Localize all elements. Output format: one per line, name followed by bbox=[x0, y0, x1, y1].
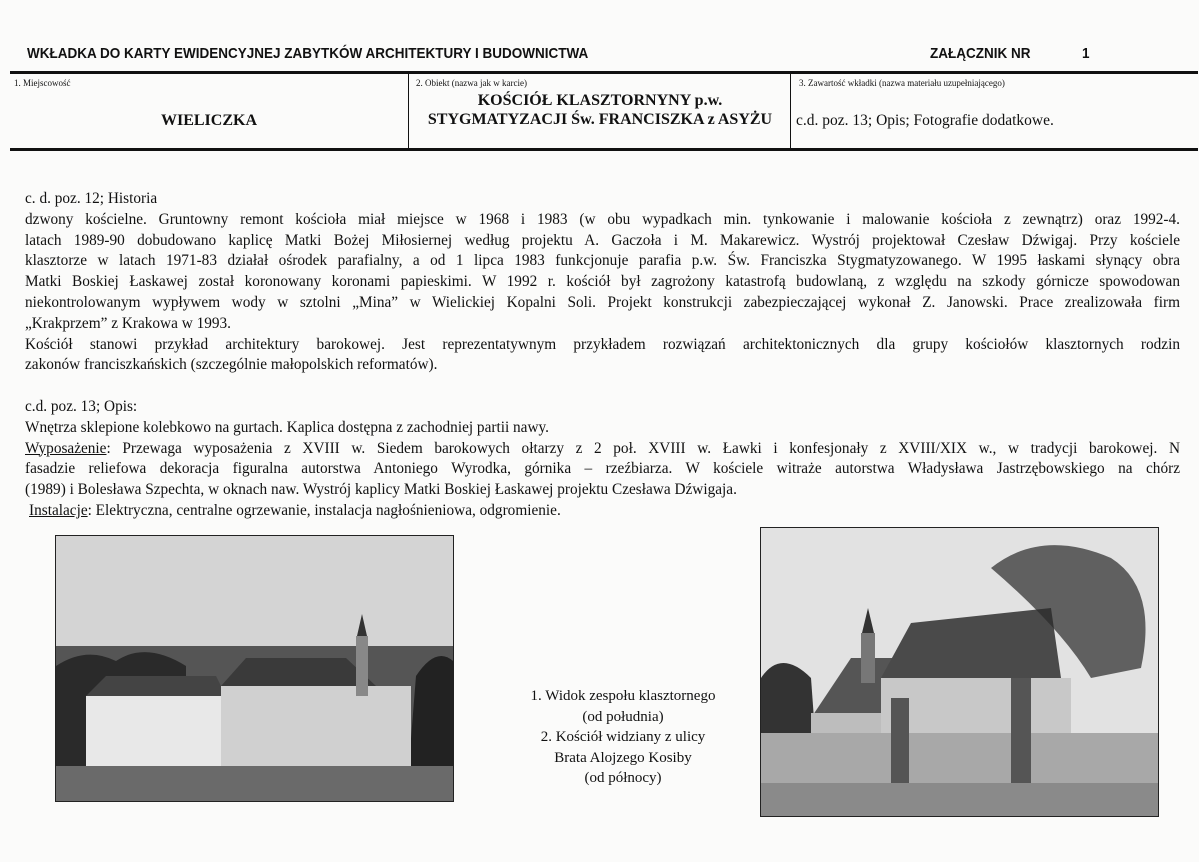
field-label-object: 2. Obiekt (nazwa jak w karcie) bbox=[416, 78, 527, 88]
photo-monastery-south bbox=[55, 535, 454, 802]
history-line: klasztorze w latach 1971-83 działał ośrodek parafialny, a od 1 lipca 1983 funkcjonuje parafia p.w. Św. Franciszka Stygmatyzowanego. W 1995 łaskami słynący obra bbox=[25, 252, 1180, 270]
divider bbox=[790, 74, 791, 150]
field-value-contents: c.d. poz. 13; Opis; Fotografie dodatkowe. bbox=[796, 112, 1054, 129]
description-line: Wnętrza sklepione kolebkowo na gurtach. Kaplica dostępna z zachodniej partii nawy. bbox=[25, 418, 550, 436]
field-label-contents: 3. Zawartość wkładki (nazwa materiału uzupełniającego) bbox=[799, 78, 1005, 88]
history-line: Kościół stanowi przykład architektury barokowej. Jest reprezentatywnym przykładem rozwiązań architektonicznych dla grupy kościołów klasztornych rodzin bbox=[25, 335, 1180, 353]
equipment-line bbox=[25, 439, 1180, 460]
caption-line: 1. Widok zespołu klasztornego bbox=[530, 688, 716, 704]
top-rule bbox=[10, 71, 1198, 74]
equipment-line: (1989) i Bolesława Szpechta, w oknach naw. Wystrój kaplicy Matki Boskiej Łaskawej projektu Czesława Dźwigaja. bbox=[25, 481, 737, 499]
history-line: dzwony kościelne. Gruntowny remont kościoła miał miejsce w 1968 i 1983 (w obu wypadkach min. tynkowanie i malowanie kościoła z zewnątrz) oraz 1992-4. bbox=[25, 210, 1180, 228]
history-heading: c. d. poz. 12; Historia bbox=[25, 190, 158, 207]
divider bbox=[408, 74, 409, 150]
photo-church-north bbox=[760, 527, 1159, 817]
bottom-rule bbox=[10, 148, 1198, 151]
field-label-locality: 1. Miejscowość bbox=[14, 78, 71, 88]
annex-number: 1 bbox=[1082, 45, 1090, 62]
annex-label: ZAŁĄCZNIK NR bbox=[930, 45, 1031, 62]
caption-line: Brata Alojzego Kosiby bbox=[554, 749, 692, 766]
installations-line bbox=[25, 501, 1180, 522]
history-line: Matki Boskiej Łaskawej został koronowany koronami papieskimi. W 1992 r. kościół był zagrożony katastrofą budowlaną, z względu na szkody górnicze spowodowan bbox=[25, 273, 1180, 291]
document-title: WKŁADKA DO KARTY EWIDENCYJNEJ ZABYTKÓW ARCHITEKTURY I BUDOWNICTWA bbox=[27, 45, 589, 62]
equipment-text: : Przewaga wyposażenia z XVIII w. Siedem barokowych ołtarzy z 2 poł. XVIII w. Ławki i konfesjonały z XVIII/XIX w., w tradycji barokowej. N bbox=[106, 439, 1180, 457]
history-line: zakonów franciszkańskich (szczególnie małopolskich reformatów). bbox=[25, 356, 438, 374]
history-line: „Krakprzem” z Krakowa w 1993. bbox=[25, 314, 231, 332]
equipment-label: Wyposażenie bbox=[25, 439, 107, 457]
equipment-line: fasadzie reliefowa dekoracja figuralna autorstwa Antoniego Wyrodka, górnika – rzeźbiarza. W kościele witraże autorstwa Władysława Jastrzębowskiego na chórz bbox=[25, 460, 1180, 478]
history-line: niekontrolowanym wypływem wody w sztolni „Mina” w Wielickiej Kopalni Soli. Projekt konstrukcji zabezpieczającej wykonał Z. Janowski. Prace zrealizowała firm bbox=[25, 293, 1180, 311]
installations-text: : Elektryczna, centralne ogrzewanie, instalacja nagłośnieniowa, odgromienie. bbox=[87, 501, 561, 519]
caption-line: (od północy) bbox=[584, 770, 662, 786]
object-name-line: STYGMATYZACJI Św. FRANCISZKA z ASYŻU bbox=[427, 111, 773, 128]
caption-line: 2. Kościół widziany z ulicy bbox=[540, 729, 706, 745]
field-value-locality: WIELICZKA bbox=[160, 112, 258, 129]
field-value-object bbox=[410, 91, 790, 129]
caption-line: (od południa) bbox=[582, 708, 664, 725]
document-body bbox=[25, 189, 1180, 522]
photo-captions bbox=[478, 686, 768, 789]
installations-label: Instalacje bbox=[29, 501, 88, 519]
description-heading: c.d. poz. 13; Opis: bbox=[25, 397, 138, 415]
history-line: latach 1989-90 dobudowano kaplicę Matki Bożej Miłosiernej według projektu A. Gaczoła i M. Makarewicz. Wystrój projektował Czesław Dźwigaj. Przy kościele bbox=[25, 231, 1180, 249]
object-name-line: KOŚCIÓŁ KLASZTORNYNY p.w. bbox=[477, 92, 723, 109]
